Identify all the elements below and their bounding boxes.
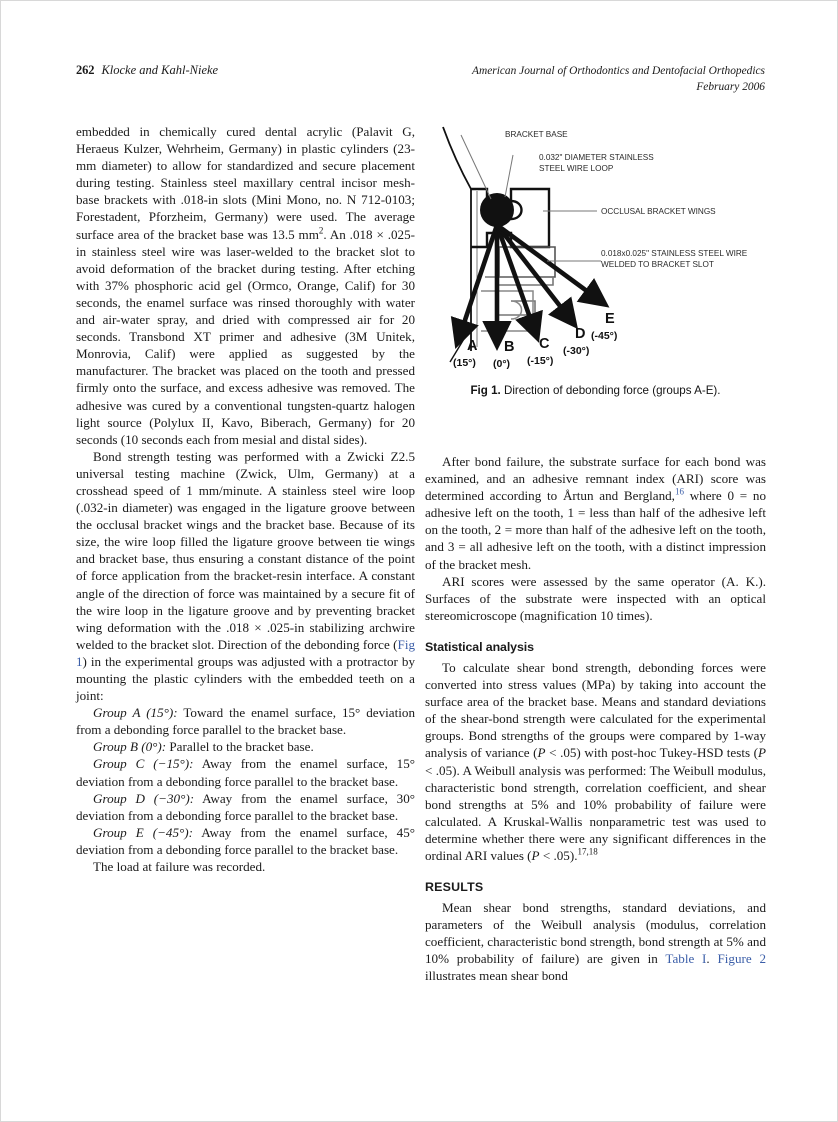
paragraph-text-b: < .05) with post-hoc Tukey-HSD tests ( bbox=[545, 745, 758, 761]
paragraph-text-b: . bbox=[706, 951, 718, 967]
arrow-label-e-letter: E bbox=[605, 311, 615, 327]
paragraph-text-a: Mean shear bond strengths, standard deviations, and parameters of the Weibull analysis (modulus, correlation coefficient, characteristic bond strength, bond strength at 5% and 10% probability of failure) are given in bbox=[425, 900, 766, 967]
group-b-text: Parallel to the bracket base. bbox=[166, 739, 314, 755]
issue-date: February 2006 bbox=[696, 81, 765, 93]
group-a-label: Group A (15°): bbox=[93, 705, 178, 721]
group-d-label: Group D (−30°): bbox=[93, 790, 195, 806]
figure-1-caption bbox=[425, 383, 766, 398]
paragraph-ari-assessment: ARI scores were assessed by the same operator (A. K.). Surfaces of the substrate were inspected with an optical stereomicroscope (magnification 10 times). bbox=[425, 573, 766, 623]
page-number: 262 bbox=[76, 63, 95, 77]
table-1-link[interactable]: Table I bbox=[665, 951, 707, 967]
group-a-text: Toward the enamel surface, 15° deviation from a debonding force parallel to the bracket base. bbox=[76, 705, 415, 738]
heading-statistical-analysis: Statistical analysis bbox=[425, 639, 534, 654]
arrow-label-e-angle: (-45°) bbox=[591, 330, 618, 342]
group-c-description bbox=[76, 755, 415, 789]
arrow-label-c-letter: C bbox=[539, 336, 550, 352]
paragraph-text-b: where 0 = no adhesive left on the tooth, 1 = less than half of the adhesive left on the tooth, 2 = more than half of the adhesive left on the tooth, and 3 = all adhesive left on the tooth, with a distinct impression of the bracket mesh. bbox=[425, 488, 766, 572]
group-e-label: Group E (−45°): bbox=[93, 824, 193, 840]
paragraph-text-a: Bond strength testing was performed with a Zwicki Z2.5 universal testing machine (Zwick, Ulm, Germany) at a crosshead speed of 1 mm/minute. A stainless steel wire loop (.032-in diameter) was engaged in the ligature groove between the occlusal bracket wings and the bracket base. Because of its size, the wire loop filled the ligature groove between tie wings and bracket base, thus ensuring a constant distance of the point of force application from the bracket-resin interface. A constant angle of the direction of force was maintained by a secure fit of the wire loop in the ligature groove and by preventing bracket wing deformation with the .018 × .025-in stabilizing archwire welded to the bracket slot. Direction of the debonding force ( bbox=[76, 448, 415, 652]
annotation-archwire-line1: 0.018x0.025" STAINLESS STEEL WIRE bbox=[601, 249, 748, 258]
arrow-label-c-angle: (-15°) bbox=[527, 355, 554, 367]
p-value-italic-3: P bbox=[531, 847, 540, 863]
figure-1-block bbox=[425, 119, 766, 398]
paragraph-text-a: embedded in chemically cured dental acrylic (Palavit G, Heraeus Kulzer, Wehrheim, Germany) in plastic cylinders (23-mm diameter) to allow for standardized and secure placement during testing. Stainless steel maxillary central incisor mesh-base brackets with .018-in slots (Mini Mono, no. N 712-0103; Forestadent, Pforzheim, Germany) were used. The average surface area of the bracket base was 13.5 mm bbox=[76, 124, 415, 242]
running-head-left bbox=[76, 63, 218, 78]
reference-17-18: 17,18 bbox=[577, 846, 598, 857]
group-b-label: Group B (0°): bbox=[93, 739, 167, 755]
paragraph-bond-strength-testing bbox=[76, 448, 415, 704]
annotation-archwire-line2: WELDED TO BRACKET SLOT bbox=[601, 260, 714, 269]
figure-2-link[interactable]: Figure 2 bbox=[717, 951, 766, 967]
paragraph-text-b: . An .018 × .025-in stainless steel wire was laser-welded to the bracket slot to avoid deformation of the bracket during testing. After etching with 37% phosphoric acid gel (Ormco, Orange, Calif) for 30 seconds, the enamel surface was rinsed thoroughly with water and air-water spray, and dried with compressed air for 20 seconds. Transbond XT primer and adhesive (3M Unitek, Monrovia, Calif) were applied as suggested by the manufacturer. The bracket was placed on the tooth and pressed firmly onto the surface, and excess adhesive was removed. The adhesive was cured by a conventional tungsten-quartz halogen light source (Polylux II, Kavo, Biberach, Germany) for 20 seconds (10 seconds each from mesial and distal sides). bbox=[76, 226, 415, 447]
annotation-bracket-base-text: BRACKET BASE bbox=[505, 130, 568, 139]
paragraph-text-a: To calculate shear bond strength, debonding forces were converted into stress values (MPa) by taking into account the surface area of the bracket base. Means and standard deviations of the shear-bond strength were calculated for the experimental groups. Bond strengths of the groups were compared by 1-way analysis of variance ( bbox=[425, 659, 766, 761]
group-d-text: Away from the enamel surface, 30° deviation from a debonding force parallel to the bracket base. bbox=[76, 790, 415, 823]
superscript-squared: 2 bbox=[318, 225, 324, 236]
arrow-label-b-letter: B bbox=[504, 339, 515, 355]
paragraph-text-a: After bond failure, the substrate surface for each bond was examined, and an adhesive remnant index (ARI) score was determined according to Årtun and Bergland, bbox=[425, 454, 766, 504]
group-d-description bbox=[76, 790, 415, 824]
group-e-description bbox=[76, 824, 415, 858]
paragraph-ari-definition bbox=[425, 453, 766, 573]
left-column bbox=[76, 123, 415, 875]
p-value-italic-1: P bbox=[537, 745, 546, 761]
running-head bbox=[76, 63, 765, 107]
paragraph-statistical-methods bbox=[425, 659, 766, 864]
figure-1-artwork bbox=[425, 119, 766, 377]
paragraph-results-intro bbox=[425, 899, 766, 984]
figure-1-link[interactable]: Fig 1 bbox=[76, 636, 415, 669]
arrow-label-a-angle: (15°) bbox=[453, 357, 476, 369]
running-head-right bbox=[472, 63, 765, 95]
paragraph-load-at-failure: The load at failure was recorded. bbox=[93, 859, 266, 875]
right-column bbox=[425, 453, 766, 985]
reference-16-link[interactable]: 16 bbox=[674, 486, 684, 497]
arrow-label-d-angle: (-30°) bbox=[563, 345, 590, 357]
figure-1-number: Fig 1. bbox=[470, 384, 501, 397]
group-c-label: Group C (−15°): bbox=[93, 756, 194, 772]
paragraph-text-d: < .05). bbox=[539, 847, 578, 863]
p-value-italic-2: P bbox=[758, 745, 766, 761]
paragraph-text-c: illustrates mean shear bond bbox=[425, 968, 568, 984]
paragraph-text-c: < .05). A Weibull analysis was performed: The Weibull modulus, characteristic bond strength, correlation coefficient, and shear bond strengths at 5% and 10% probability of failure were calculated. A Kruskal-Wallis nonparametric test was used to determine whether there were any significant differences in the ordinal ARI values ( bbox=[425, 762, 766, 863]
heading-results: RESULTS bbox=[425, 880, 484, 895]
group-a-description bbox=[76, 704, 415, 738]
arrow-label-b-angle: (0°) bbox=[493, 358, 511, 370]
annotation-wire-loop-line1: 0.032" DIAMETER STAINLESS bbox=[539, 153, 654, 162]
annotation-wire-loop-line2: STEEL WIRE LOOP bbox=[539, 164, 614, 173]
figure-1-caption-text: Direction of debonding force (groups A-E). bbox=[500, 384, 721, 397]
running-head-authors: Klocke and Kahl-Nieke bbox=[101, 63, 219, 77]
arrow-label-d-letter: D bbox=[575, 326, 586, 342]
group-c-text: Away from the enamel surface, 15° deviation from a debonding force parallel to the bracket base. bbox=[76, 756, 415, 789]
paragraph-materials-continued bbox=[76, 123, 415, 448]
group-b-description bbox=[76, 738, 415, 755]
journal-title: American Journal of Orthodontics and Dentofacial Orthopedics bbox=[472, 65, 765, 77]
arrow-label-a-letter: A bbox=[467, 338, 478, 354]
group-e-text: Away from the enamel surface, 45° deviation from a debonding force parallel to the bracket base. bbox=[76, 824, 416, 857]
paragraph-text-b: ) in the experimental groups was adjusted with a protractor by mounting the plastic cylinders with the embedded teeth on a joint: bbox=[76, 653, 415, 704]
annotation-occlusal-wings-text: OCCLUSAL BRACKET WINGS bbox=[601, 207, 716, 216]
